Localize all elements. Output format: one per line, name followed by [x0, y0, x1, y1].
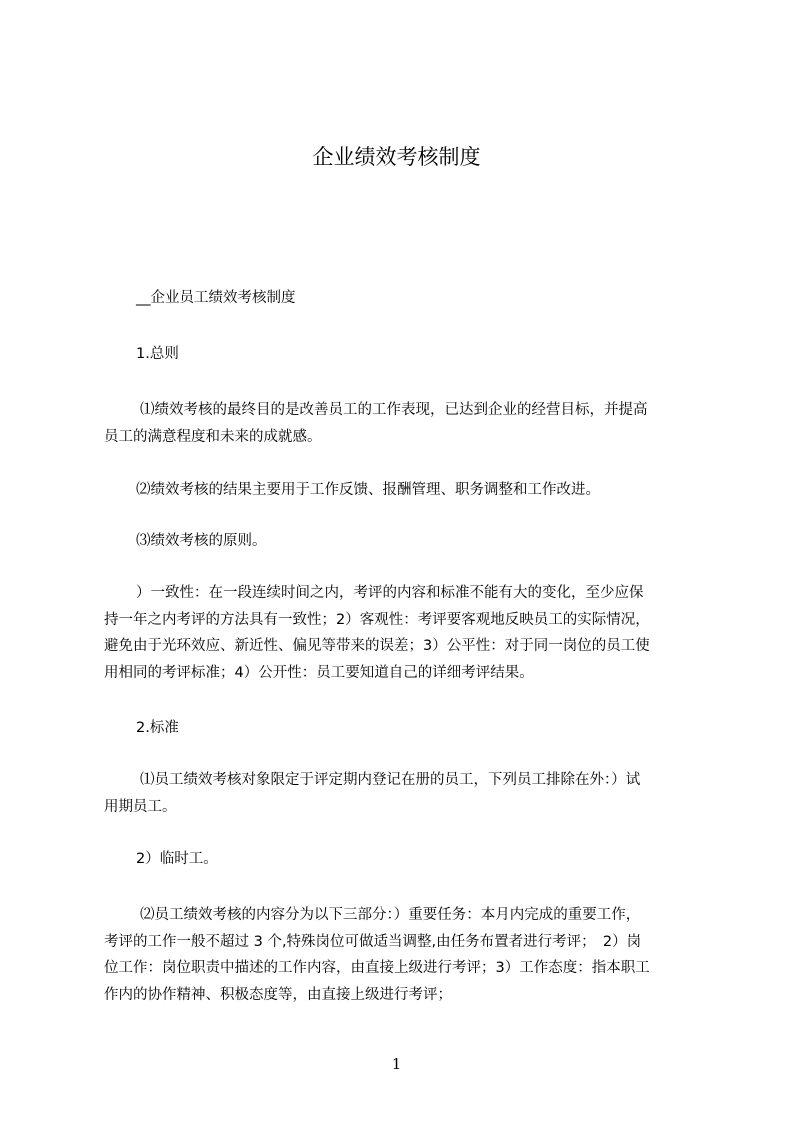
document-title: 企业绩效考核制度	[312, 145, 481, 169]
paragraph-7	[104, 902, 696, 1008]
paragraph-4	[104, 580, 696, 686]
paragraph-4-line-3: 避免由于光环效应、新近性、偏见等带来的误差；3）公平性：对于同一岗位的员工使	[104, 638, 650, 654]
paragraph-7-line-3: 位工作：岗位职责中描述的工作内容，由直接上级进行考评；3）工作态度：指本职工	[104, 960, 650, 976]
paragraph-5	[104, 767, 696, 820]
paragraph-4-line-4: 用相同的考评标准；4）公开性：员工要知道自己的详细考评结果。	[104, 664, 534, 681]
paragraph-2-line-1: ⑵绩效考核的结果主要用于工作反馈、报酬管理、职务调整和工作改进。	[136, 482, 600, 498]
paragraph-2	[104, 477, 696, 504]
document-subtitle-block	[104, 285, 696, 312]
paragraph-1-line-1: ⑴绩效考核的最终目的是改善员工的工作表现，已达到企业的经营目标，并提高	[140, 402, 648, 418]
paragraph-4-line-2: 持一年之内考评的方法具有一致性；2）客观性：考评要客观地反映员工的实际情况，	[104, 611, 650, 628]
paragraph-1	[104, 397, 696, 450]
paragraph-3-line-1: ⑶绩效考核的原则。	[136, 533, 267, 549]
section-1-heading-block	[104, 341, 696, 368]
paragraph-6-line-1: 2）临时工。	[136, 851, 218, 867]
paragraph-5-line-1: ⑴员工绩效考核对象限定于评定期内登记在册的员工，下列员工排除在外：）试	[140, 772, 641, 788]
section-2-heading-block	[104, 715, 696, 742]
paragraph-1-line-2: 员工的满意程度和未来的成就感。	[104, 428, 322, 445]
paragraph-7-line-1: ⑵员工绩效考核的内容分为以下三部分：）重要任务：本月内完成的重要工作，	[140, 907, 641, 923]
paragraph-7-line-4: 作内的协作精神、积极态度等，由直接上级进行考评；	[104, 986, 452, 1003]
paragraph-7-line-2: 考评的工作一般不超过 3 个,特殊岗位可做适当调整,由任务布置者进行考评； 2）岗	[104, 933, 642, 950]
page-number: 1	[391, 1055, 402, 1073]
paragraph-5-line-2: 用期员工。	[104, 798, 177, 815]
section-1-heading: 1.总则	[136, 346, 179, 362]
paragraph-3	[104, 528, 696, 555]
document-subtitle: __企业员工绩效考核制度	[136, 290, 296, 306]
section-2-heading: 2.标准	[136, 720, 179, 736]
paragraph-4-line-1: ）一致性：在一段连续时间之内，考评的内容和标准不能有大的变化，至少应保	[136, 585, 644, 601]
paragraph-6	[104, 846, 696, 873]
